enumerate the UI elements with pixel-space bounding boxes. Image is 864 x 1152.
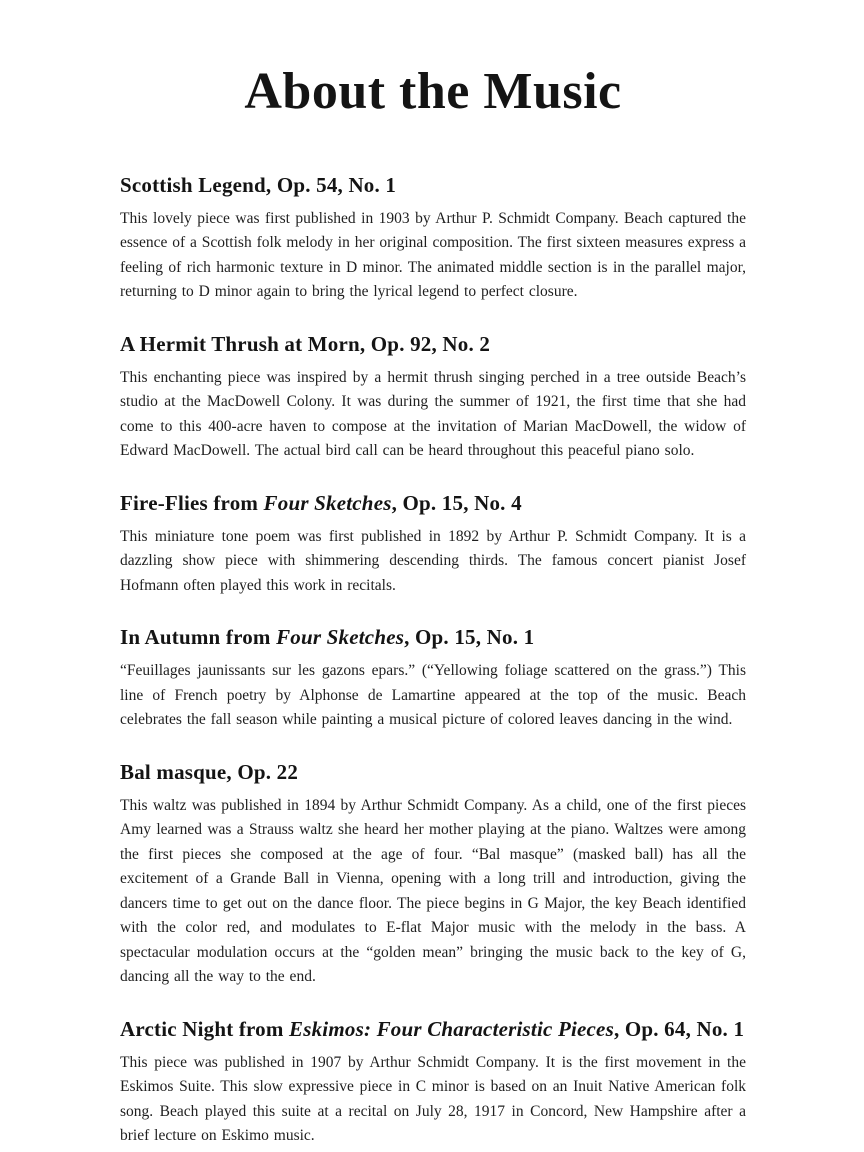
piece-description: This waltz was published in 1894 by Arthur Schmidt Company. As a child, one of the first pieces Amy learned was a Strauss waltz she heard her mother playing at the piano. Waltzes were among the first pieces she composed at the age of four. “Bal masque” (masked ball) has all the excitement of a Grande Ball in Vienna, opening with a long trill and introduction, giving the dancers time to get out on the dance floor. The piece begins in G Major, the key Beach identified with the color red, and modulates to E-flat Major music with the melody in the bass. A spectacular modulation occurs at the “golden mean” bringing the music back to the key of G, dancing all the way to the end. [120,796,746,986]
piece-heading-italic-text: Eskimos: Four Characteristic Pieces [289,1016,614,1041]
piece-heading-italic-text: Four Sketches [263,490,392,515]
piece-heading [120,1017,746,1042]
piece-heading-text: Fire-Flies from [120,490,264,515]
piece-heading [120,625,746,650]
piece-heading-italic-text: Four Sketches [276,625,405,650]
piece-section [120,491,746,598]
piece-section [120,625,746,732]
piece-heading-text: Bal masque, Op. 22 [120,759,299,784]
piece-description: This miniature tone poem was first published in 1892 by Arthur P. Schmidt Company. It is a dazzling show piece with shimmering descending thirds. The famous concert pianist Josef Hofmann often played this work in recitals. [120,527,746,594]
piece-heading [120,332,746,357]
piece-section [120,332,746,464]
piece-heading-text: In Autumn from [120,625,277,650]
piece-heading [120,491,746,516]
piece-heading [120,173,746,198]
piece-description: This enchanting piece was inspired by a hermit thrush singing perched in a tree outside Beach’s studio at the MacDowell Colony. It was during the summer of 1921, the first time that she had come to this 400-acre haven to compose at the invitation of Marian MacDowell, the widow of Edward MacDowell. The actual bird call can be heard throughout this peaceful piano solo. [120,368,746,460]
piece-heading-text: , Op. 64, No. 1 [613,1016,745,1041]
piece-heading-text: A Hermit Thrush at Morn, Op. 92, No. 2 [120,331,491,356]
piece-heading-text: Arctic Night from [120,1016,290,1041]
piece-section [120,760,746,990]
piece-heading [120,760,746,785]
piece-description: This lovely piece was first published in 1903 by Arthur P. Schmidt Company. Beach captured the essence of a Scottish folk melody in her original composition. The first sixteen measures express a feeling of rich harmonic texture in D minor. The animated middle section is in the parallel major, returning to D minor again to bring the lyrical legend to perfect closure. [120,210,746,301]
piece-description: This piece was published in 1907 by Arthur Schmidt Company. It is the first movement in the Eskimos Suite. This slow expressive piece in C minor is based on an Inuit Native American folk song. Beach played this suite at a recital on July 28, 1917 in Concord, New Hampshire after a brief lecture on Eskimo music. [120,1053,746,1145]
piece-heading-text: , Op. 15, No. 4 [391,490,522,515]
piece-heading-text: Scottish Legend, Op. 54, No. 1 [120,173,397,197]
piece-description: “Feuillages jaunissants sur les gazons epars.” (“Yellowing foliage scattered on the grass.”) This line of French poetry by Alphonse de Lamartine appeared at the top of the music. Beach celebrates the fall season while painting a musical picture of colored leaves dancing in the wind. [120,662,746,729]
piece-section [120,1017,746,1149]
page-title: About the Music [244,63,622,120]
piece-heading-text: , Op. 15, No. 1 [404,625,535,650]
piece-section [120,173,746,305]
sections-container [120,173,746,1149]
